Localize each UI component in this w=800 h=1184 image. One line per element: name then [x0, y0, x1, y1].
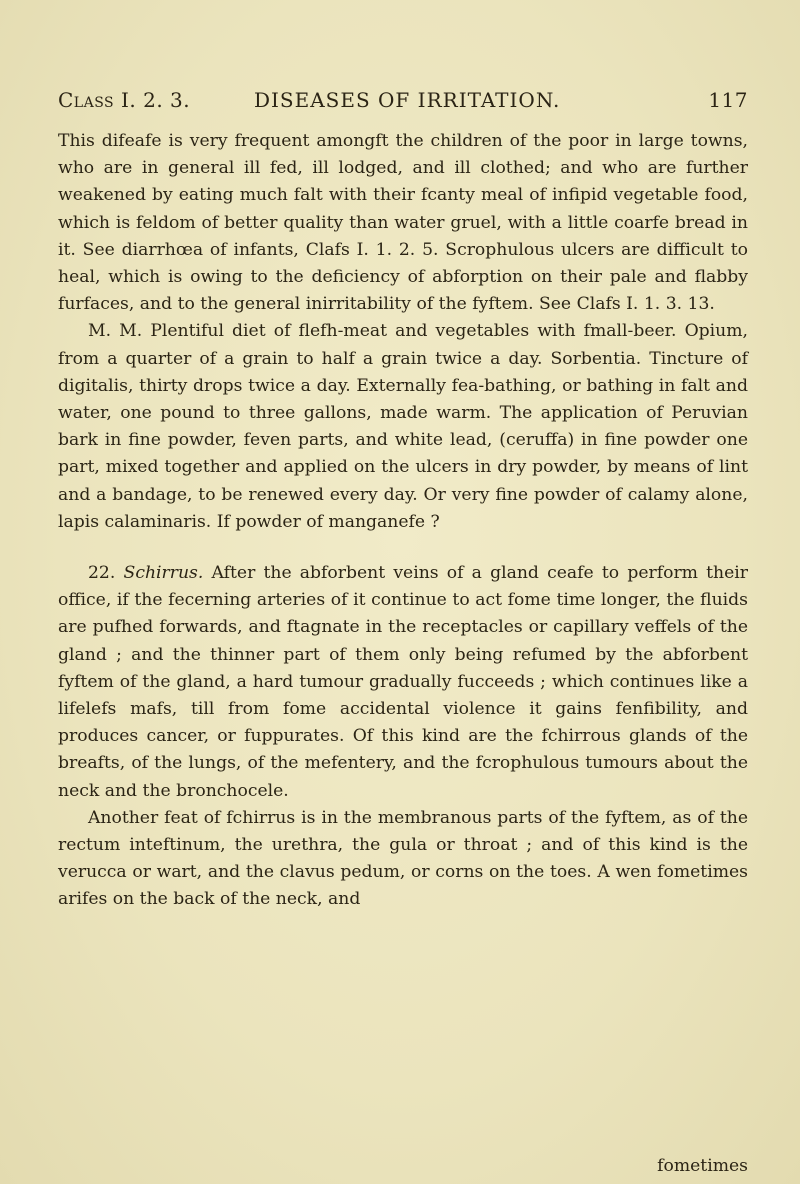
paragraph-medical-method: M. M. Plentiful diet of flefh-meat and vegetables with fmall-beer. Opium, from a quarter of a grain to half a grain twice a day. Sorbentia. Tincture of digitalis, thirty drops twice a day. Externally fea-bathing, or bathing in falt and water, one pound to three gallons, made warm. The application of Peruvian bark in fine powder, feven parts, and white lead, (ceruffa) in fine powder one part, mixed together and applied on the ulcers in dry powder, by means of lint and a bandage, to be renewed every day. Or very fine powder of calamy alone, lapis calaminaris. If powder of manganefe ?: [58, 321, 748, 532]
class-reference: Class I. 2. 3.: [58, 88, 191, 112]
catchword: fometimes: [657, 1156, 748, 1176]
paragraph-scrophula-description: This difeafe is very frequent amongft the children of the poor in large towns, who are in general ill fed, ill lodged, and ill clothed; and who are further weakened by eating much falt with their fcanty meal of infipid vegetable food, which is feldom of better quality than water gruel, with a little coarfe bread in it. See diarrhœa of infants, Clafs I. 1. 2. 5. Scrophulous ulcers are difficult to heal, which is owing to the deficiency of abforption on their pale and flabby furfaces, and to the general inirritability of the fyftem. See Clafs I. 1. 3. 13.: [58, 131, 748, 315]
page-title: DISEASES OF IRRITATION.: [254, 88, 561, 112]
paragraph-schirrus-seat: Another feat of fchirrus is in the membranous parts of the fyftem, as of the rectum inteftinum, the urethra, the gula or throat ; and of this kind is the verucca or wart, and the clavus pedum, or corns on the toes. A wen fometimes arifes on the back of the neck, and: [58, 807, 748, 910]
page-number: 117: [708, 88, 748, 112]
section-title: Schirrus.: [123, 563, 204, 584]
running-header: [58, 88, 748, 122]
page-body: [58, 128, 748, 914]
paragraph-schirrus: [58, 560, 748, 805]
section-gap: [58, 536, 748, 560]
section-number: 22.: [88, 563, 116, 584]
section-text: After the abforbent veins of a gland ceafe to perform their office, if the fecerning arteries of it continue to act fome time longer, the fluids are pufhed forwards, and ftagnate in the receptacles or capillary veffels of the gland ; and the thinner part of them only being refumed by the abforbent fyftem of the gland, a hard tumour gradually fucceeds ; which continues like a lifelefs mafs, till from fome accidental violence it gains fenfibility, and produces cancer, or fuppurates. Of this kind are the fchirrous glands of the breafts, of the lungs, of the mefentery, and the fcrophulous tumours about the neck and the bronchocele.: [58, 563, 749, 801]
